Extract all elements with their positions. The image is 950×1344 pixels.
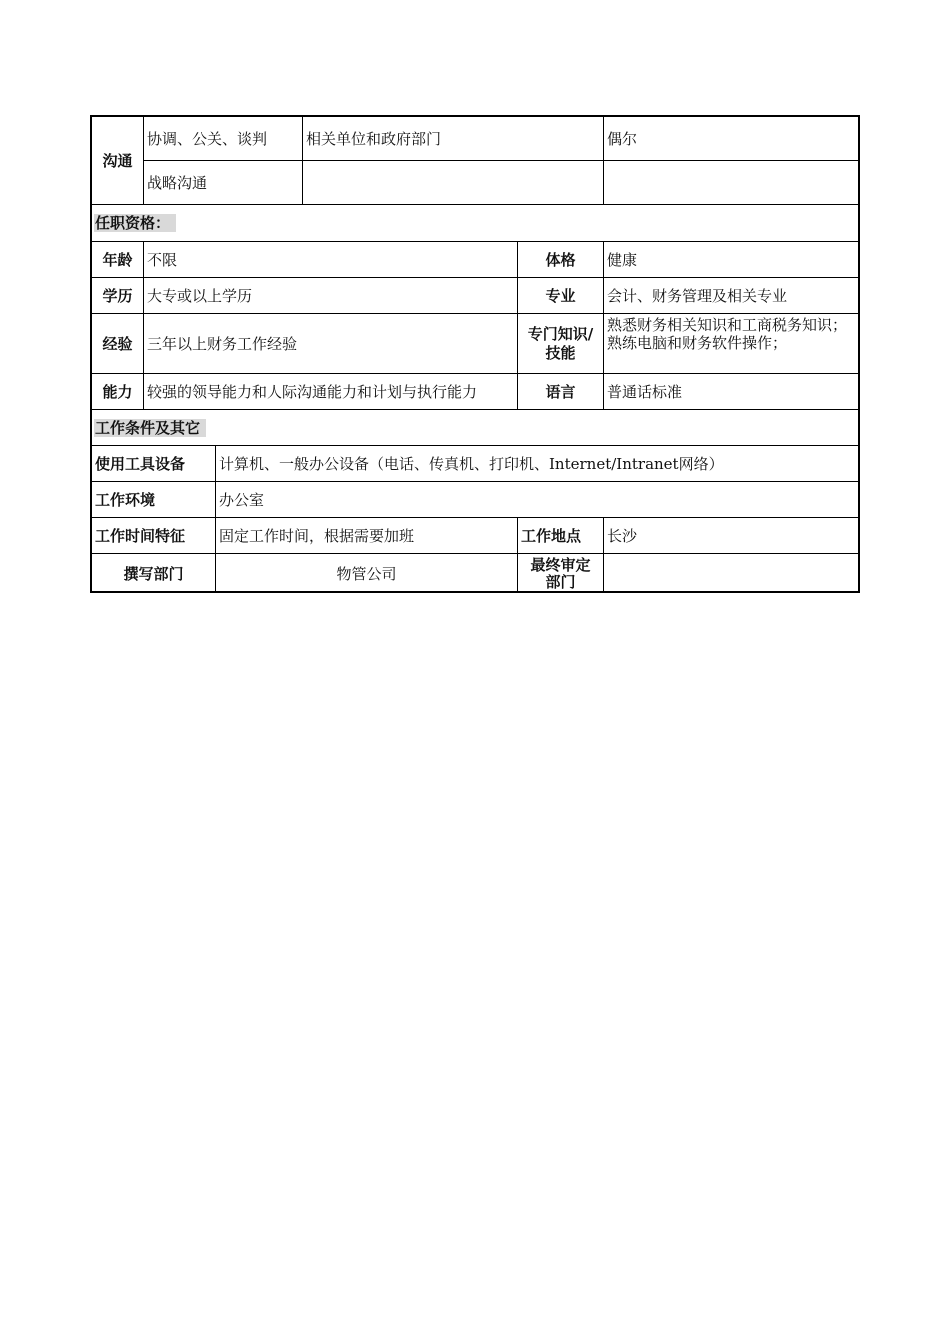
environment-label: 工作环境: [92, 482, 216, 518]
conditions-section-title: [92, 410, 860, 446]
ability-label: 能力: [92, 374, 144, 410]
comm-row1-object: 相关单位和政府部门: [303, 117, 604, 161]
language-label: 语言: [518, 374, 604, 410]
age-label: 年龄: [92, 242, 144, 278]
language-value: 普通话标准: [604, 374, 860, 410]
age-value: 不限: [144, 242, 518, 278]
tools-value: 计算机、一般办公设备（电话、传真机、打印机、Internet/Intranet网络）: [216, 446, 860, 482]
physique-label: 体格: [518, 242, 604, 278]
comm-row1-content: 协调、公关、谈判: [144, 117, 303, 161]
skills-value: [604, 314, 860, 374]
comm-row1-frequency: 偶尔: [604, 117, 860, 161]
conditions-title-text: 工作条件及其它: [94, 419, 206, 437]
ability-value: 较强的领导能力和人际沟通能力和计划与执行能力: [144, 374, 518, 410]
physique-value: 健康: [604, 242, 860, 278]
comm-row2-frequency: [604, 161, 860, 205]
education-label: 学历: [92, 278, 144, 314]
environment-value: 办公室: [216, 482, 860, 518]
skills-label: 专门知识/技能: [518, 314, 604, 374]
skills-value-line-2: 熟练电脑和财务软件操作；: [607, 334, 788, 352]
education-value: 大专或以上学历: [144, 278, 518, 314]
job-description-table: [90, 115, 860, 593]
major-value: 会计、财务管理及相关专业: [604, 278, 860, 314]
tools-label: 使用工具设备: [92, 446, 216, 482]
work-time-value: 固定工作时间，根据需要加班: [216, 518, 518, 554]
work-location-label: 工作地点: [518, 518, 604, 554]
experience-label: 经验: [92, 314, 144, 374]
major-label: 专业: [518, 278, 604, 314]
qualification-section-title: [92, 205, 860, 242]
experience-value: 三年以上财务工作经验: [144, 314, 518, 374]
work-location-value: 长沙: [604, 518, 860, 554]
communication-label: 沟通: [92, 117, 144, 205]
writer-dept-label: 撰写部门: [92, 554, 216, 593]
qualification-title-text: 任职资格：: [94, 214, 176, 232]
skills-value-line-1: 熟悉财务相关知识和工商税务知识；: [607, 316, 848, 334]
final-dept-label: 最终审定部门: [518, 554, 604, 593]
comm-row2-object: [303, 161, 604, 205]
writer-dept-value: 物管公司: [216, 554, 518, 593]
final-dept-value: [604, 554, 860, 593]
work-time-label: 工作时间特征: [92, 518, 216, 554]
comm-row2-content: 战略沟通: [144, 161, 303, 205]
